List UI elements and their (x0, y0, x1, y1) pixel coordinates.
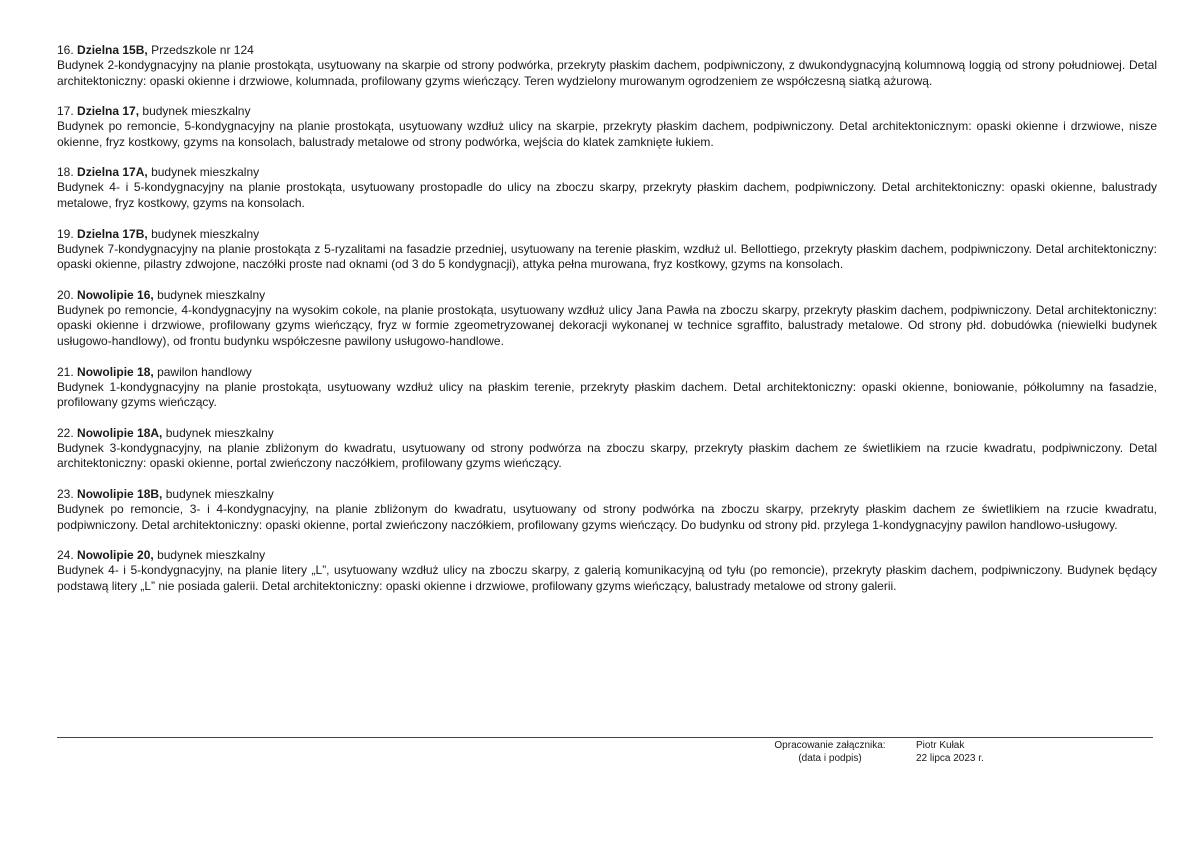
entry-number: 17. (57, 104, 74, 119)
footer-date: 22 lipca 2023 r. (916, 752, 984, 764)
entry-type: pawilon handlowy (157, 364, 252, 379)
entry-heading (57, 43, 1157, 58)
entry-heading (57, 104, 1157, 119)
entry-description: Budynek 7-kondygnacyjny na planie prostokąta z 5-ryzalitami na fasadzie przedniej, usytuowany na terenie płaskim, wzdłuż ul. Bellottiego, przekryty płaskim dachem, podpiwniczony. Detal architektoniczny: opaski okienne, pilastry zdwojone, naczółki proste nad oknami (od 3 do 5 kondygnacji), attyka pełna murowana, fryz kostkowy, gzyms na konsolach. (57, 241, 1157, 272)
entry-number: 19. (57, 226, 74, 241)
entry-16 (57, 43, 1157, 89)
entry-heading (57, 487, 1157, 502)
entry-address: Dzielna 17, (77, 104, 140, 119)
entry-address: Nowolipie 18A, (77, 425, 163, 440)
entry-number: 20. (57, 287, 74, 302)
entry-type: Przedszkole nr 124 (151, 43, 254, 57)
entry-type: budynek mieszkalny (151, 226, 260, 241)
entry-description: Budynek 3-kondygnacyjny, na planie zbliżonym do kwadratu, usytuowany od strony podwórza na zboczu skarpy, przekryty płaskim dachem ze świetlikiem na rzucie kwadratu, podpiwniczony. Detal architektoniczny: opaski okienne, portal zwieńczony naczółkiem, profilowany gzyms wieńczący. (57, 440, 1157, 471)
footer-label: Opracowanie załącznika: (774, 740, 886, 751)
entry-address: Nowolipie 16, (77, 287, 154, 302)
entry-address: Dzielna 17B, (77, 226, 148, 241)
entry-heading (57, 426, 1157, 441)
entry-type: budynek mieszkalny (165, 425, 274, 440)
entry-heading (57, 548, 1157, 563)
entry-number: 21. (57, 364, 74, 379)
entry-heading (57, 227, 1157, 242)
entry-number: 18. (57, 165, 74, 180)
entry-19 (57, 227, 1157, 273)
entry-18 (57, 165, 1157, 211)
entry-description: Budynek 4- i 5-kondygnacyjny, na planie litery „L”, usytuowany wzdłuż ulicy na zboczu skarpy, z galerią komunikacyjną od tyłu (po remoncie), przekryty płaskim dachem, podpiwniczony. Budynek będący podstawą litery „L” nie posiada galerii. Detal architektoniczny: opaski okienne i drzwiowe, profilowany gzyms wieńczący, balustrady metalowe od strony galerii. (57, 563, 1157, 593)
entry-address: Dzielna 15B, (77, 43, 148, 57)
entry-23 (57, 487, 1157, 533)
entry-type: budynek mieszkalny (165, 486, 274, 501)
footer-divider (57, 737, 1153, 738)
entry-address: Dzielna 17A, (77, 165, 148, 180)
entry-description: Budynek po remoncie, 3- i 4-kondygnacyjny, na planie zbliżonym do kwadratu, usytuowany od strony podwórka na zboczu skarpy, przekryty płaskim dachem ze świetlikiem na rzucie kwadratu, podpiwniczony. Detal architektoniczny: opaski okienne, portal zwieńczony naczółkiem, profilowany gzyms wieńczący. Do budynku od strony płd. przylega 1-kondygnacyjny pawilon handlowo-usługowy. (57, 501, 1157, 532)
entries-list (57, 43, 1157, 609)
entry-heading (57, 288, 1157, 303)
entry-24 (57, 548, 1157, 594)
entry-address: Nowolipie 18B, (77, 486, 163, 501)
entry-heading (57, 365, 1157, 380)
footer-signature-block (916, 740, 1036, 765)
entry-21 (57, 365, 1157, 411)
entry-description: Budynek po remoncie, 4-kondygnacyjny na wysokim cokole, na planie prostokąta, usytuowany wzdłuż ulicy Jana Pawła na zboczu skarpy, przekryty płaskim dachem, podpiwniczony. Detal architektoniczny: opaski okienne i drzwiowe, profilowany gzyms wieńczący, fryz w formie zgeometryzowanej dekoracji wykonanej w technice sgraffito, balustrady metalowe. Od strony płd. dobudówka (niewielki budynek usługowo-handlowy), od frontu budynku współczesne pawilony usługowo-handlowe. (57, 302, 1157, 348)
entry-number: 22. (57, 425, 74, 440)
footer-author: Piotr Kułak (916, 740, 965, 751)
entry-20 (57, 288, 1157, 350)
entry-type: budynek mieszkalny (157, 287, 266, 302)
entry-heading (57, 165, 1157, 180)
entry-address: Nowolipie 18, (77, 364, 154, 379)
entry-number: 16. (57, 43, 74, 57)
entry-description: Budynek 1-kondygnacyjny na planie prostokąta, usytuowany wzdłuż ulicy na płaskim terenie, przekryty płaskim dachem. Detal architektoniczny: opaski okienne, boniowanie, półkolumny na fasadzie, profilowany gzyms wieńczący. (57, 379, 1157, 410)
footer-sublabel: (data i podpis) (798, 752, 862, 764)
entry-number: 23. (57, 486, 74, 501)
entry-number: 24. (57, 548, 74, 563)
entry-description: Budynek po remoncie, 5-kondygnacyjny na planie prostokąta, usytuowany wzdłuż ulicy na skarpie, przekryty płaskim dachem, podpiwniczony. Detal architektonicznym: opaski okienne i drzwiowe, nisze okienne, fryz kostkowy, gzyms na konsolach, balustrady metalowe od strony podwórka, wejścia do klatek zamknięte łukiem. (57, 119, 1157, 149)
entry-description: Budynek 2-kondygnacyjny na planie prostokąta, usytuowany na skarpie od strony podwórka, przekryty płaskim dachem, podpiwniczony, z dwukondygnacyjną kolumnową loggią od strony południowej. Detal architektoniczny: opaski okienne i drzwiowe, kolumnada, profilowany gzyms wieńczący. Teren wydzielony murowanym ogrodzeniem ze współczesną siatką ażurową. (57, 58, 1157, 88)
entry-type: budynek mieszkalny (157, 548, 266, 563)
entry-17 (57, 104, 1157, 150)
entry-type: budynek mieszkalny (142, 104, 251, 119)
footer-label-block (760, 740, 900, 765)
entry-22 (57, 426, 1157, 472)
entry-address: Nowolipie 20, (77, 548, 154, 563)
entry-type: budynek mieszkalny (151, 165, 260, 180)
entry-description: Budynek 4- i 5-kondygnacyjny na planie prostokąta, usytuowany prostopadle do ulicy na zboczu skarpy, przekryty płaskim dachem, podpiwniczony. Detal architektoniczny: opaski okienne, balustrady metalowe, fryz kostkowy, gzyms na konsolach. (57, 180, 1157, 210)
